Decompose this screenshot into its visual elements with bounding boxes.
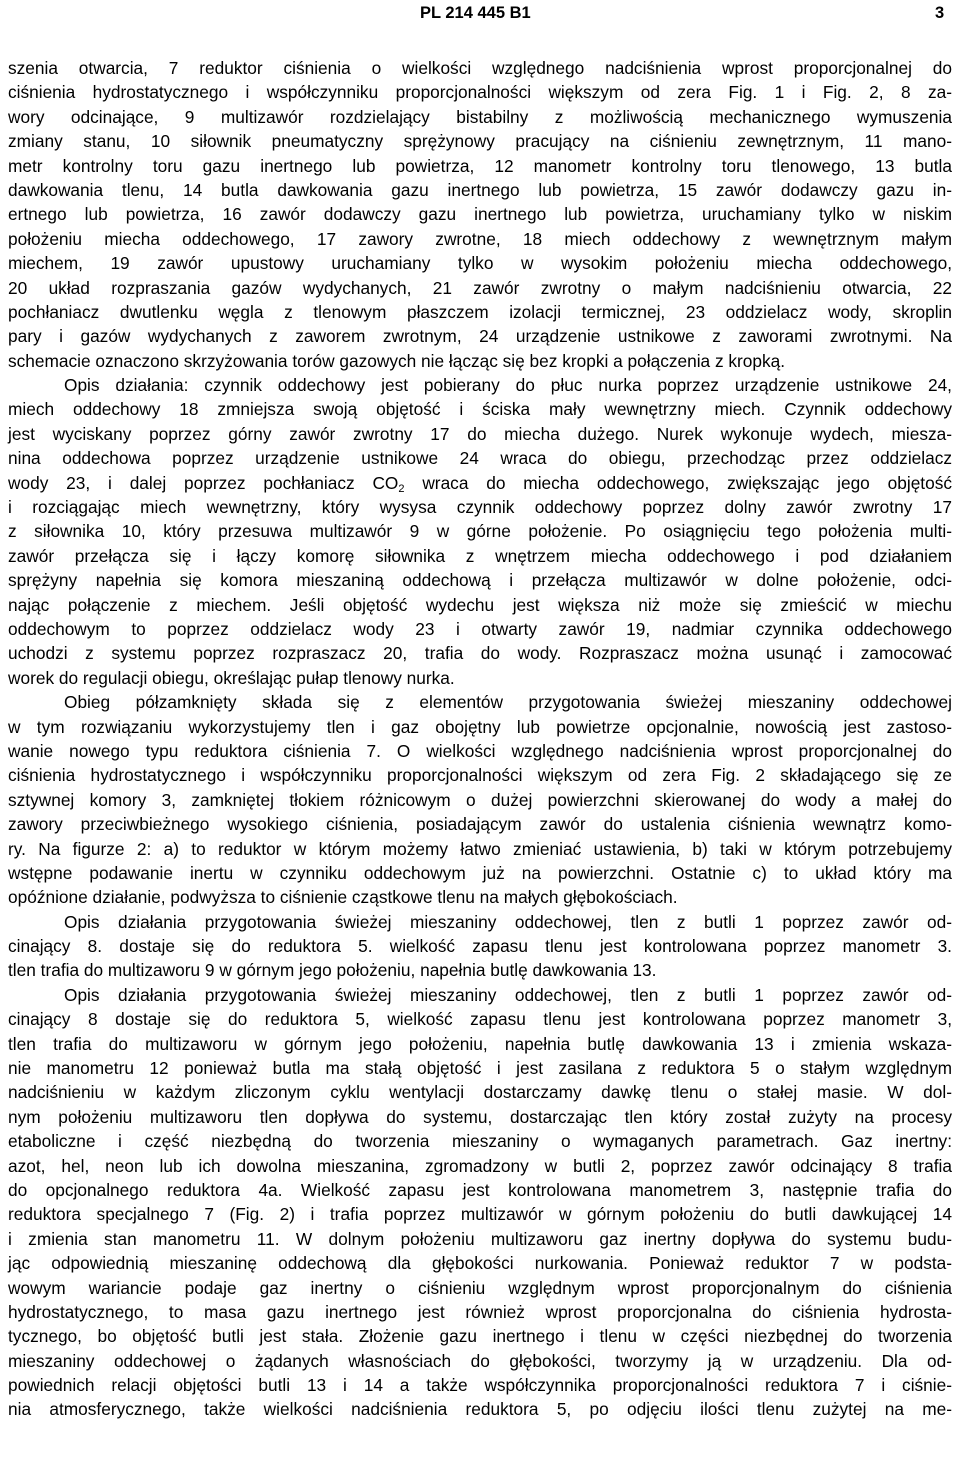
text-line: szenia otwarcia, 7 reduktor ciśnienia o wielkości względnego nadciśnienia wprost proporcjonalnej do <box>8 58 952 78</box>
text-line: jest wyciskany poprzez górny zawór zwrotny 17 do miecha dużego. Nurek wykonuje wydech, miesza- <box>8 423 952 444</box>
text-line: ciśnienia hydrostatycznego i współczynniku proporcjonalności większym od zera Fig. 1 i Fig. 2, 8 za- <box>8 82 952 103</box>
text-line: worek do regulacji obiegu, określając pułap tlenowy nurka. <box>8 667 455 688</box>
page-header <box>0 4 960 28</box>
text-line: Opis działania: czynnik oddechowy jest pobierany do płuc nurka poprzez urządzenie ustnikowe 24, <box>64 375 952 396</box>
text-line: sprężyny napełnia się komora mieszaniną oddechową i przełącza multizawór w dolne położenie, odci- <box>8 570 952 591</box>
text-line: wory odcinające, 9 multizawór rozdzielający bistabilny z możliwością mechanicznego wymuszenia <box>8 106 952 127</box>
text-line: metr kontrolny toru gazu inertnego lub powietrza, 12 manometr kontrolny toru tlenowego, 13 butla <box>8 155 952 176</box>
document-body <box>8 56 952 1422</box>
text-line: nając połączenie z miechem. Jeśli objętość wydechu jest większa niż może się zmieścić w miechu <box>8 594 952 615</box>
subscript: 2 <box>398 482 405 495</box>
text-line: nadciśnieniu w każdym zliczonym cyklu wentylacji dostarczamy dawkę tlenu o stałej masie. W dol- <box>8 1082 952 1103</box>
text-line: miech oddechowy 18 zmniejsza swoją objętość i ściska mały wewnętrzny miech. Czynnik oddechowy <box>8 399 952 420</box>
text-line: wody 23, i dalej poprzez pochłaniacz $CO_2$ wraca do miecha oddechowego, zwiększając jego objętość <box>8 472 952 495</box>
text-line: nia atmosferycznego, także wielkości nadciśnienia reduktora 5, po odjęciu ilości tlenu zużytej na me- <box>8 1399 952 1420</box>
text-line: zawory przeciwbieżnego wysokiego ciśnienia, posiadającym zawór do ustalenia ciśnienia wewnątrz komo- <box>8 814 952 835</box>
text-line: cinający 8 dostaje się do reduktora 5, wielkość zapasu tlenu jest kontrolowana poprzez manometr 3, <box>8 1009 952 1030</box>
text-line: Opis działania przygotowania świeżej mieszaniny oddechowej, tlen z butli 1 poprzez zawór od- <box>64 911 952 932</box>
text-line: cinający 8. dostaje się do reduktora 5. wielkość zapasu tlenu jest kontrolowana poprzez manometr 3. <box>8 936 952 957</box>
text-line: wowym wariancie podaje gaz inertny o ciśnieniu względnym wprost proporcjonalnym do ciśnienia <box>8 1277 952 1298</box>
text-line: i zmienia stan manometru 11. W dolnym położeniu multizaworu gaz inertny dopływa do systemu budu- <box>8 1228 952 1249</box>
text-line: 20 układ rozpraszania gazów wydychanych, 21 zawór zwrotny o małym nadciśnieniu otwarcia, 22 <box>8 277 952 298</box>
text-line: do opcjonalnego reduktora 4a. Wielkość zapasu jest kontrolowana manometrem 3, następnie trafia do <box>8 1179 952 1200</box>
text-line: azot, hel, neon lub ich dowolna mieszanina, zgromadzony w butli 2, poprzez zawór odcinający 8 trafia <box>8 1155 952 1176</box>
text-line: etaboliczne i część niezbędną do tworzenia mieszaniny o wymaganych parametrach. Gaz inertny: <box>8 1131 952 1152</box>
text-line: miechem, 19 zawór upustowy uruchamiany tylko w wysokim położeniu miecha oddechowego, <box>8 253 952 274</box>
text-line: reduktora specjalnego 7 (Fig. 2) i trafia poprzez multizawór w górnym położeniu do butli dawkującej 14 <box>8 1204 952 1225</box>
text-line: Opis działania przygotowania świeżej mieszaniny oddechowej, tlen z butli 1 poprzez zawór od- <box>64 984 952 1005</box>
text-line: w tym rozwiązaniu wykorzystujemy tlen i gaz obojętny lub powietrze opcjonalnie, nowością jest zastoso- <box>8 716 952 737</box>
text-line: oddechowym to poprzez oddzielacz wody 23 i otwarty zawór 19, nadmiar czynnika oddechowego <box>8 618 952 639</box>
text-line: zmiany stanu, 10 siłownik pneumatyczny sprężynowy pracujący na ciśnieniu zewnętrznym, 11 mano- <box>8 131 952 152</box>
text-line: uchodzi z systemu poprzez rozpraszacz 20, trafia do wody. Rozpraszacz można usunąć i zamocować <box>8 643 952 664</box>
text-line: nie manometru 12 ponieważ butla ma stałą objętość i jest zasilana z reduktora 5 o stałym względnym <box>8 1058 952 1079</box>
text-line: nym położeniu multizaworu tlen dopływa do systemu, dostarczając tlen który został zużyty na procesy <box>8 1106 952 1127</box>
text-line: tlen trafia do multizaworu 9 w górnym jego położeniu, napełnia butlę dawkowania 13. <box>8 960 657 981</box>
page-number: 3 <box>935 4 945 22</box>
text-line: wstępne podawanie inertu w czynniku oddechowym już na powierzchni. Ostatnie c) to układ który ma <box>8 862 952 883</box>
text-line: powiednich relacji objętości butli 13 i 14 a także współczynnika proporcjonalności reduktora 7 i ciśnie- <box>8 1375 952 1396</box>
text-line: z siłownika 10, który przesuwa multizawór 9 w górne położenie. Po osiągnięciu tego położenia multi- <box>8 521 952 542</box>
text-line: wanie nowego typu reduktora ciśnienia 7. O wielkości względnego nadciśnienia wprost proporcjonalnej do <box>8 740 952 761</box>
text-line: sztywnej komory 3, zamkniętej tłokiem różnicowym o dużej powierzchni skierowanej do wody a małej do <box>8 789 952 810</box>
text-line: dawkowania tlenu, 14 butla dawkowania gazu inertnego lub powietrza, 15 zawór dodawczy gazu in- <box>8 179 952 200</box>
text-line: tlen trafia do multizaworu w górnym jego położeniu, napełnia butlę dawkowania 13 i zmienia wskaza- <box>8 1033 952 1054</box>
text-line: Obieg półzamknięty składa się z elementów przygotowania świeżej mieszaniny oddechowej <box>64 692 952 713</box>
text-line: hydrostatycznego, to masa gazu inertnego jest również wprost proporcjonalna do ciśnienia hydrosta- <box>8 1301 952 1322</box>
text-line: ry. Na figurze 2: a) to reduktor w którym możemy łatwo zmieniać ustawienia, b) taki w którym potrzebujemy <box>8 838 952 859</box>
text-line: opóźnione działanie, podwyższa to ciśnienie cząstkowe tlenu na małych głębokościach. <box>8 887 678 908</box>
text-line: położeniu miecha oddechowego, 17 zawory zwrotne, 18 miech oddechowy z wewnętrznym małym <box>8 228 952 249</box>
text-line: i rozciągając miech wewnętrzny, który wysysa czynnik oddechowy poprzez dolny zawór zwrotny 17 <box>8 497 952 518</box>
text-line: ciśnienia hydrostatycznego i współczynniku proporcjonalności większym od zera Fig. 2 składającego się ze <box>8 765 952 786</box>
text-line: zawór przełącza się i łączy komorę siłownika z wnętrzem miecha oddechowego i pod działaniem <box>8 545 952 566</box>
patent-number: PL 214 445 B1 <box>420 4 531 22</box>
text-line: tycznego, bo objętość butli jest stała. Złożenie gazu inertnego i tlenu w części niezbędnej do tworzenia <box>8 1326 952 1347</box>
text-line: ertnego lub powietrza, 16 zawór dodawczy gazu inertnego lub powietrza, uruchamiany tylko w niskim <box>8 204 952 225</box>
text-line: pary i gazów wydychanych z zaworem zwrotnym, 24 urządzenie ustnikowe z zaworami zwrotnymi. Na <box>8 326 952 347</box>
text-line: pochłaniacz dwutlenku węgla z tlenowym płaszczem izolacji termicznej, 23 oddzielacz wody, skroplin <box>8 301 952 322</box>
text-line: schemacie oznaczono skrzyżowania torów gazowych nie łącząc się bez kropki a połączenia z kropką. <box>8 350 786 371</box>
text-line: nina oddechowa poprzez urządzenie ustnikowe 24 wraca do obiegu, przechodząc przez oddzielacz <box>8 448 952 469</box>
text-line: jąc odpowiednią mieszaninę oddechową dla głębokości nurkowania. Ponieważ reduktor 7 w podsta- <box>8 1253 952 1274</box>
text-line: mieszaniny oddechowej o żądanych własnościach do głębokości, tworzymy ją w urządzeniu. Dla od- <box>8 1350 952 1371</box>
